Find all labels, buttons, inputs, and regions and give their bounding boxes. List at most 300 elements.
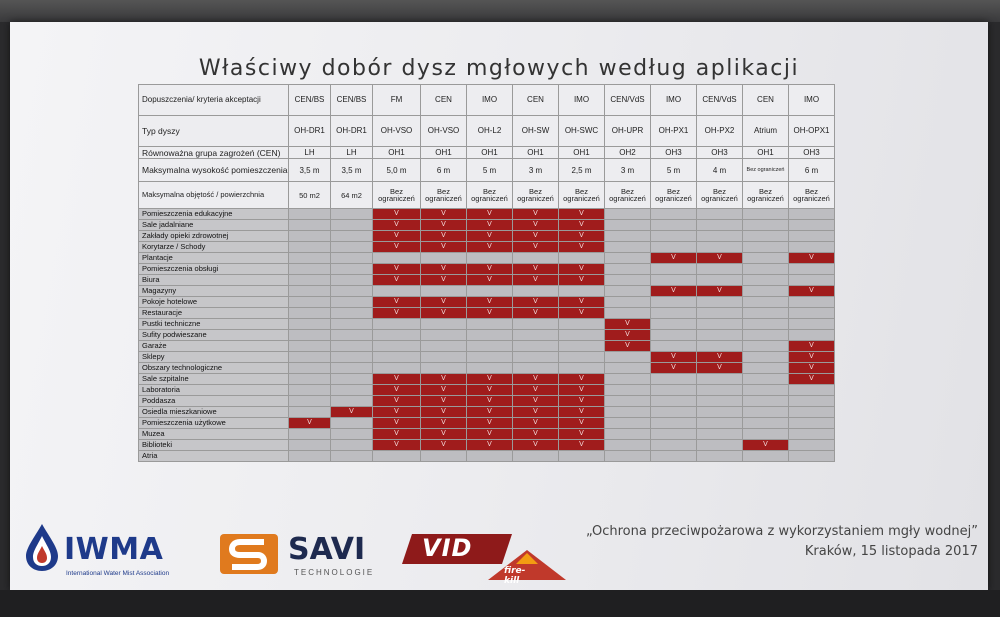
application-label: Pokoje hotelowe bbox=[139, 297, 289, 308]
empty-cell bbox=[743, 396, 789, 407]
header-cell: OH1 bbox=[421, 147, 467, 159]
header-cell: Bez ograniczeń bbox=[789, 182, 835, 209]
check-cell: V bbox=[467, 429, 513, 440]
savi-subtitle: TECHNOLOGIE bbox=[294, 568, 375, 577]
header-cell: OH3 bbox=[789, 147, 835, 159]
check-cell: V bbox=[421, 440, 467, 451]
empty-cell bbox=[743, 297, 789, 308]
empty-cell bbox=[697, 319, 743, 330]
empty-cell bbox=[289, 396, 331, 407]
empty-cell bbox=[743, 363, 789, 374]
empty-cell bbox=[289, 231, 331, 242]
empty-cell bbox=[651, 418, 697, 429]
table-row bbox=[139, 407, 835, 418]
check-cell: V bbox=[421, 242, 467, 253]
empty-cell bbox=[743, 220, 789, 231]
header-cell: Bez ograniczeń bbox=[513, 182, 559, 209]
header-cell: OH-DR1 bbox=[331, 116, 373, 147]
empty-cell bbox=[697, 209, 743, 220]
check-cell: V bbox=[289, 418, 331, 429]
header-cell: 5,0 m bbox=[373, 159, 421, 182]
check-cell: V bbox=[513, 374, 559, 385]
empty-cell bbox=[289, 363, 331, 374]
check-cell: V bbox=[421, 396, 467, 407]
header-cell: OH-VSO bbox=[421, 116, 467, 147]
check-cell: V bbox=[559, 297, 605, 308]
empty-cell bbox=[331, 396, 373, 407]
empty-cell bbox=[743, 407, 789, 418]
header-cell: 6 m bbox=[421, 159, 467, 182]
check-cell: V bbox=[559, 418, 605, 429]
empty-cell bbox=[513, 363, 559, 374]
projection-screen bbox=[10, 22, 988, 590]
header-cell: Bez ograniczeń bbox=[421, 182, 467, 209]
check-cell: V bbox=[513, 264, 559, 275]
check-cell: V bbox=[513, 209, 559, 220]
empty-cell bbox=[743, 286, 789, 297]
table-row bbox=[139, 264, 835, 275]
table-row bbox=[139, 308, 835, 319]
header-cell: 5 m bbox=[651, 159, 697, 182]
empty-cell bbox=[289, 330, 331, 341]
empty-cell bbox=[421, 341, 467, 352]
check-cell: V bbox=[605, 319, 651, 330]
row-label: Typ dyszy bbox=[139, 116, 289, 147]
check-cell: V bbox=[467, 264, 513, 275]
empty-cell bbox=[697, 396, 743, 407]
check-cell: V bbox=[697, 352, 743, 363]
empty-cell bbox=[605, 396, 651, 407]
empty-cell bbox=[331, 440, 373, 451]
empty-cell bbox=[743, 451, 789, 462]
header-cell: OH1 bbox=[373, 147, 421, 159]
empty-cell bbox=[651, 209, 697, 220]
header-cell: OH-OPX1 bbox=[789, 116, 835, 147]
table-row bbox=[139, 440, 835, 451]
empty-cell bbox=[605, 264, 651, 275]
header-cell: IMO bbox=[467, 85, 513, 116]
iwma-wordmark: IWMA bbox=[64, 532, 164, 567]
empty-cell bbox=[789, 242, 835, 253]
empty-cell bbox=[289, 275, 331, 286]
check-cell: V bbox=[513, 440, 559, 451]
check-cell: V bbox=[331, 407, 373, 418]
empty-cell bbox=[467, 451, 513, 462]
empty-cell bbox=[743, 319, 789, 330]
application-label: Osiedla mieszkaniowe bbox=[139, 407, 289, 418]
table-row bbox=[139, 451, 835, 462]
empty-cell bbox=[467, 363, 513, 374]
header-cell: OH1 bbox=[743, 147, 789, 159]
empty-cell bbox=[789, 264, 835, 275]
check-cell: V bbox=[651, 286, 697, 297]
header-cell: OH-L2 bbox=[467, 116, 513, 147]
empty-cell bbox=[289, 440, 331, 451]
check-cell: V bbox=[373, 308, 421, 319]
header-cell: CEN/VdS bbox=[697, 85, 743, 116]
header-cell: OH-SWC bbox=[559, 116, 605, 147]
row-label: Dopuszczenia/ kryteria akceptacji bbox=[139, 85, 289, 116]
application-label: Zakłady opieki zdrowotnej bbox=[139, 231, 289, 242]
empty-cell bbox=[289, 297, 331, 308]
application-label: Atria bbox=[139, 451, 289, 462]
table-row bbox=[139, 253, 835, 264]
empty-cell bbox=[697, 451, 743, 462]
empty-cell bbox=[289, 220, 331, 231]
empty-cell bbox=[605, 275, 651, 286]
application-label: Pomieszczenia użytkowe bbox=[139, 418, 289, 429]
nozzle-selection-table bbox=[138, 84, 835, 462]
event-title: „Ochrona przeciwpożarowa z wykorzystaniem mgły wodnej” bbox=[585, 524, 978, 539]
header-cell: OH1 bbox=[467, 147, 513, 159]
empty-cell bbox=[373, 341, 421, 352]
header-cell: 5 m bbox=[467, 159, 513, 182]
check-cell: V bbox=[373, 220, 421, 231]
header-cell: 3,5 m bbox=[289, 159, 331, 182]
check-cell: V bbox=[513, 220, 559, 231]
application-label: Biura bbox=[139, 275, 289, 286]
empty-cell bbox=[289, 209, 331, 220]
empty-cell bbox=[289, 286, 331, 297]
header-cell: Bez ograniczeń bbox=[605, 182, 651, 209]
empty-cell bbox=[331, 341, 373, 352]
empty-cell bbox=[559, 363, 605, 374]
check-cell: V bbox=[697, 286, 743, 297]
check-cell: V bbox=[513, 242, 559, 253]
application-label: Pomieszczenia edukacyjne bbox=[139, 209, 289, 220]
header-cell: OH-UPR bbox=[605, 116, 651, 147]
empty-cell bbox=[467, 352, 513, 363]
header-cell: LH bbox=[331, 147, 373, 159]
check-cell: V bbox=[559, 440, 605, 451]
empty-cell bbox=[605, 352, 651, 363]
header-cell: 4 m bbox=[697, 159, 743, 182]
check-cell: V bbox=[743, 440, 789, 451]
empty-cell bbox=[605, 231, 651, 242]
check-cell: V bbox=[467, 209, 513, 220]
check-cell: V bbox=[559, 264, 605, 275]
check-cell: V bbox=[467, 242, 513, 253]
empty-cell bbox=[789, 396, 835, 407]
empty-cell bbox=[559, 253, 605, 264]
application-label: Sale jadalniane bbox=[139, 220, 289, 231]
empty-cell bbox=[289, 385, 331, 396]
empty-cell bbox=[697, 341, 743, 352]
empty-cell bbox=[605, 297, 651, 308]
empty-cell bbox=[605, 374, 651, 385]
empty-cell bbox=[697, 407, 743, 418]
table-row bbox=[139, 209, 835, 220]
check-cell: V bbox=[789, 363, 835, 374]
empty-cell bbox=[331, 418, 373, 429]
table-row bbox=[139, 319, 835, 330]
empty-cell bbox=[289, 429, 331, 440]
check-cell: V bbox=[559, 374, 605, 385]
empty-cell bbox=[605, 385, 651, 396]
empty-cell bbox=[789, 385, 835, 396]
empty-cell bbox=[605, 363, 651, 374]
flame-triangle-icon bbox=[488, 550, 566, 580]
empty-cell bbox=[331, 264, 373, 275]
table-row bbox=[139, 231, 835, 242]
empty-cell bbox=[697, 297, 743, 308]
empty-cell bbox=[697, 440, 743, 451]
empty-cell bbox=[743, 264, 789, 275]
check-cell: V bbox=[559, 275, 605, 286]
empty-cell bbox=[331, 451, 373, 462]
empty-cell bbox=[651, 319, 697, 330]
check-cell: V bbox=[789, 341, 835, 352]
empty-cell bbox=[289, 341, 331, 352]
empty-cell bbox=[697, 418, 743, 429]
empty-cell bbox=[789, 440, 835, 451]
check-cell: V bbox=[467, 231, 513, 242]
header-cell: IMO bbox=[651, 85, 697, 116]
empty-cell bbox=[331, 319, 373, 330]
empty-cell bbox=[651, 297, 697, 308]
empty-cell bbox=[697, 385, 743, 396]
empty-cell bbox=[331, 275, 373, 286]
header-cell: IMO bbox=[789, 85, 835, 116]
empty-cell bbox=[651, 385, 697, 396]
empty-cell bbox=[605, 209, 651, 220]
application-label: Sklepy bbox=[139, 352, 289, 363]
header-cell: Atrium bbox=[743, 116, 789, 147]
empty-cell bbox=[605, 440, 651, 451]
vid-wordmark: VID bbox=[422, 534, 473, 562]
header-cell: OH3 bbox=[697, 147, 743, 159]
empty-cell bbox=[605, 242, 651, 253]
empty-cell bbox=[289, 308, 331, 319]
empty-cell bbox=[331, 286, 373, 297]
empty-cell bbox=[331, 429, 373, 440]
savi-mark-icon bbox=[220, 534, 278, 574]
empty-cell bbox=[513, 341, 559, 352]
empty-cell bbox=[743, 374, 789, 385]
header-cell: OH1 bbox=[513, 147, 559, 159]
check-cell: V bbox=[373, 440, 421, 451]
check-cell: V bbox=[651, 363, 697, 374]
empty-cell bbox=[513, 330, 559, 341]
check-cell: V bbox=[467, 308, 513, 319]
check-cell: V bbox=[605, 341, 651, 352]
empty-cell bbox=[789, 418, 835, 429]
empty-cell bbox=[373, 286, 421, 297]
check-cell: V bbox=[467, 418, 513, 429]
table-row bbox=[139, 418, 835, 429]
empty-cell bbox=[559, 286, 605, 297]
table-row bbox=[139, 341, 835, 352]
empty-cell bbox=[743, 308, 789, 319]
check-cell: V bbox=[513, 418, 559, 429]
table-row bbox=[139, 220, 835, 231]
header-cell: CEN/BS bbox=[331, 85, 373, 116]
application-label: Garaże bbox=[139, 341, 289, 352]
empty-cell bbox=[467, 330, 513, 341]
check-cell: V bbox=[559, 308, 605, 319]
empty-cell bbox=[331, 253, 373, 264]
application-label: Plantacje bbox=[139, 253, 289, 264]
header-cell: OH-PX1 bbox=[651, 116, 697, 147]
check-cell: V bbox=[513, 308, 559, 319]
empty-cell bbox=[651, 374, 697, 385]
empty-cell bbox=[421, 451, 467, 462]
empty-cell bbox=[331, 374, 373, 385]
empty-cell bbox=[743, 275, 789, 286]
table-row bbox=[139, 275, 835, 286]
check-cell: V bbox=[373, 429, 421, 440]
check-cell: V bbox=[421, 407, 467, 418]
check-cell: V bbox=[559, 231, 605, 242]
empty-cell bbox=[559, 451, 605, 462]
empty-cell bbox=[743, 242, 789, 253]
empty-cell bbox=[697, 275, 743, 286]
table-row bbox=[139, 374, 835, 385]
empty-cell bbox=[651, 330, 697, 341]
empty-cell bbox=[651, 451, 697, 462]
empty-cell bbox=[651, 242, 697, 253]
empty-cell bbox=[605, 418, 651, 429]
header-cell: Bez ograniczeń bbox=[467, 182, 513, 209]
application-label: Pomieszczenia obsługi bbox=[139, 264, 289, 275]
empty-cell bbox=[289, 242, 331, 253]
table-row bbox=[139, 330, 835, 341]
empty-cell bbox=[743, 253, 789, 264]
header-cell: OH-DR1 bbox=[289, 116, 331, 147]
header-cell: Bez ograniczeń bbox=[651, 182, 697, 209]
empty-cell bbox=[605, 253, 651, 264]
room-wall-top bbox=[0, 0, 1000, 22]
check-cell: V bbox=[467, 440, 513, 451]
empty-cell bbox=[513, 253, 559, 264]
header-cell: 3 m bbox=[513, 159, 559, 182]
check-cell: V bbox=[513, 385, 559, 396]
check-cell: V bbox=[651, 352, 697, 363]
header-cell: CEN/VdS bbox=[605, 85, 651, 116]
header-cell: 2,5 m bbox=[559, 159, 605, 182]
empty-cell bbox=[559, 319, 605, 330]
table-row bbox=[139, 363, 835, 374]
empty-cell bbox=[697, 374, 743, 385]
empty-cell bbox=[289, 374, 331, 385]
header-cell: CEN bbox=[743, 85, 789, 116]
check-cell: V bbox=[513, 231, 559, 242]
empty-cell bbox=[331, 363, 373, 374]
check-cell: V bbox=[373, 407, 421, 418]
row-label: Maksymalna wysokość pomieszczenia bbox=[139, 159, 289, 182]
application-label: Muzea bbox=[139, 429, 289, 440]
event-date: Kraków, 15 listopada 2017 bbox=[804, 544, 978, 559]
empty-cell bbox=[697, 330, 743, 341]
header-cell: Bez ograniczeń bbox=[559, 182, 605, 209]
check-cell: V bbox=[789, 253, 835, 264]
empty-cell bbox=[651, 264, 697, 275]
empty-cell bbox=[331, 231, 373, 242]
application-label: Obszary technologiczne bbox=[139, 363, 289, 374]
header-cell: 50 m2 bbox=[289, 182, 331, 209]
empty-cell bbox=[467, 341, 513, 352]
check-cell: V bbox=[697, 363, 743, 374]
empty-cell bbox=[789, 231, 835, 242]
check-cell: V bbox=[373, 418, 421, 429]
empty-cell bbox=[289, 352, 331, 363]
table-row bbox=[139, 286, 835, 297]
empty-cell bbox=[651, 308, 697, 319]
application-label: Korytarze / Schody bbox=[139, 242, 289, 253]
empty-cell bbox=[789, 429, 835, 440]
check-cell: V bbox=[421, 308, 467, 319]
empty-cell bbox=[467, 286, 513, 297]
empty-cell bbox=[289, 451, 331, 462]
empty-cell bbox=[421, 363, 467, 374]
empty-cell bbox=[331, 385, 373, 396]
empty-cell bbox=[467, 253, 513, 264]
check-cell: V bbox=[559, 242, 605, 253]
empty-cell bbox=[331, 308, 373, 319]
empty-cell bbox=[513, 319, 559, 330]
empty-cell bbox=[789, 297, 835, 308]
empty-cell bbox=[373, 451, 421, 462]
empty-cell bbox=[421, 319, 467, 330]
table-row bbox=[139, 396, 835, 407]
empty-cell bbox=[697, 429, 743, 440]
empty-cell bbox=[331, 242, 373, 253]
header-cell: OH1 bbox=[559, 147, 605, 159]
check-cell: V bbox=[605, 330, 651, 341]
empty-cell bbox=[789, 319, 835, 330]
empty-cell bbox=[559, 330, 605, 341]
check-cell: V bbox=[513, 275, 559, 286]
check-cell: V bbox=[697, 253, 743, 264]
empty-cell bbox=[513, 451, 559, 462]
empty-cell bbox=[651, 440, 697, 451]
nozzle-type-row bbox=[139, 116, 835, 147]
empty-cell bbox=[605, 308, 651, 319]
empty-cell bbox=[605, 286, 651, 297]
empty-cell bbox=[289, 264, 331, 275]
water-drop-icon bbox=[24, 522, 60, 572]
empty-cell bbox=[651, 341, 697, 352]
check-cell: V bbox=[789, 352, 835, 363]
empty-cell bbox=[331, 209, 373, 220]
row-label: Maksymalna objętość / powierzchnia bbox=[139, 182, 289, 209]
header-cell: 3 m bbox=[605, 159, 651, 182]
approval-row bbox=[139, 85, 835, 116]
empty-cell bbox=[331, 220, 373, 231]
empty-cell bbox=[789, 209, 835, 220]
empty-cell bbox=[605, 407, 651, 418]
check-cell: V bbox=[373, 297, 421, 308]
check-cell: V bbox=[467, 396, 513, 407]
empty-cell bbox=[373, 319, 421, 330]
empty-cell bbox=[743, 352, 789, 363]
application-label: Biblioteki bbox=[139, 440, 289, 451]
header-cell: OH2 bbox=[605, 147, 651, 159]
empty-cell bbox=[373, 253, 421, 264]
check-cell: V bbox=[373, 396, 421, 407]
empty-cell bbox=[513, 352, 559, 363]
header-cell: 64 m2 bbox=[331, 182, 373, 209]
check-cell: V bbox=[373, 209, 421, 220]
check-cell: V bbox=[421, 429, 467, 440]
empty-cell bbox=[743, 418, 789, 429]
check-cell: V bbox=[373, 231, 421, 242]
application-label: Laboratoria bbox=[139, 385, 289, 396]
check-cell: V bbox=[651, 253, 697, 264]
check-cell: V bbox=[373, 242, 421, 253]
header-cell: Bez ograniczeń bbox=[697, 182, 743, 209]
empty-cell bbox=[331, 330, 373, 341]
